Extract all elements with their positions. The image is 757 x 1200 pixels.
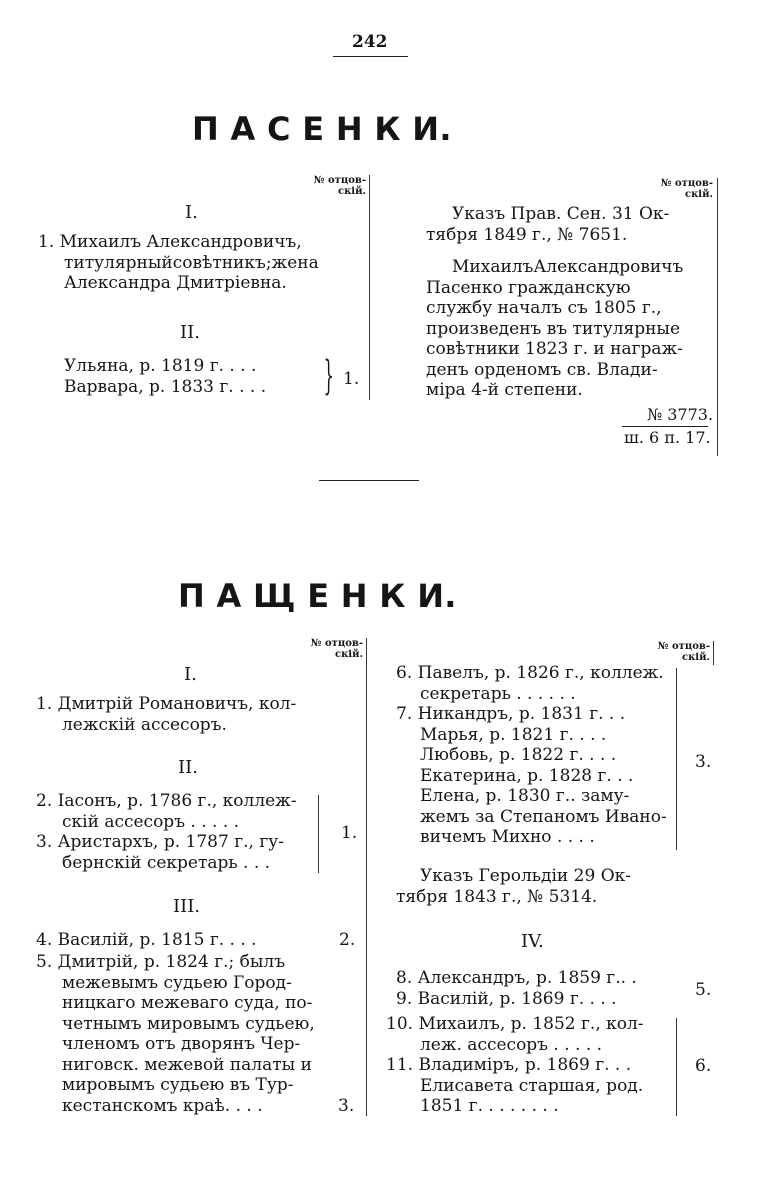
page-number: 242 (352, 32, 388, 52)
column-divider (713, 641, 714, 665)
father-ref: 6. (695, 1056, 712, 1076)
generation-heading: I. (184, 664, 197, 685)
entry-line: жемъ за Степаномъ Ивано- (420, 806, 667, 827)
entry-line: Елена, р. 1830 г.. заму- (420, 786, 630, 806)
entry-line: кестанскомъ краѣ. . . . (62, 1095, 263, 1116)
bracket-line: } (323, 353, 334, 399)
entry-line: секретарь . . . . . . (420, 683, 576, 704)
archive-rule (622, 426, 708, 427)
entry-line: лежскій ассесоръ. (62, 714, 227, 735)
entry-line: 11. Владиміръ, р. 1869 г. . . (386, 1055, 632, 1075)
col-header-line: скій. (684, 189, 713, 200)
entry-line: 3. Аристархъ, р. 1787 г., гу- (36, 832, 284, 852)
entry-line: скій ассесоръ . . . . . (62, 811, 240, 832)
entry-line: мировымъ судьею въ Тур- (62, 1075, 294, 1095)
entry-line: Екатерина, р. 1828 г. . . (420, 765, 634, 786)
generation-heading: III. (173, 896, 201, 917)
col-header-line: скій. (334, 649, 363, 660)
col-header-line: скій. (681, 652, 710, 663)
entry-dmitriy-r (36, 694, 296, 735)
entry-line: Варвара, р. 1833 г. . . . (64, 376, 267, 397)
entry-line: 2. Іасонъ, р. 1786 г., коллеж- (36, 791, 297, 811)
col-header-left-1 (308, 175, 366, 197)
entry-line: вичемъ Михно . . . . (420, 827, 595, 847)
section-title-pashchenki: П А Щ Е Н К И. (178, 577, 457, 615)
section-divider (319, 480, 419, 481)
entry-line: четнымъ мировымъ судьею, (62, 1013, 315, 1034)
col-header-line: № отцов- (310, 638, 363, 649)
entry-dmitriy (36, 952, 315, 1116)
entry-line: ницкаго межеваго суда, по- (62, 993, 313, 1013)
bio-line: Пасенко гражданскую (426, 277, 631, 298)
col-header-line: № отцов- (313, 175, 366, 186)
decree-text (396, 866, 631, 907)
entry-line: бернскій секретарь . . . (62, 852, 271, 873)
father-ref: 3. (338, 1096, 355, 1116)
entry-line: 5. Дмитрій, р. 1824 г.; былъ (36, 952, 286, 972)
col-header-left-2 (305, 638, 363, 660)
decree-line: Указъ Герольдіи 29 Ок- (420, 866, 632, 886)
bio-line: МихаилъАлександровичъ (452, 257, 684, 277)
entry-daughters (64, 356, 266, 397)
biography-text (426, 257, 683, 401)
bio-line: службу началъ съ 1805 г., (426, 298, 662, 318)
entry-vasiliy: 4. Василій, р. 1815 г. . . . (36, 930, 257, 950)
entry-line: 10. Михаилъ, р. 1852 г., кол- (386, 1014, 644, 1034)
decree-line: тября 1849 г., № 7651. (426, 224, 628, 245)
entry-line: ниговск. межевой палаты и (62, 1054, 312, 1075)
entry-line: 1851 г. . . . . . . . (420, 1096, 559, 1116)
entry-line: 7. Никандръ, р. 1831 г. . . (396, 704, 626, 724)
col-header-line: № отцов- (660, 178, 713, 189)
father-ref: 1. (343, 369, 360, 389)
entries-gen4-a (396, 968, 637, 1009)
header-rule (333, 56, 408, 57)
decree-text (426, 204, 669, 245)
col-header-right-2 (652, 641, 710, 663)
bio-line: произведенъ въ титулярные (426, 318, 681, 339)
father-ref: 1. (341, 823, 358, 843)
decree-line: Указъ Прав. Сен. 31 Ок- (452, 204, 670, 224)
entry-line: членомъ отъ дворянъ Чер- (62, 1034, 301, 1054)
generation-heading: II. (178, 757, 198, 778)
entry-line: титулярныйсовѣтникъ;жена (64, 252, 319, 273)
entry-line: 1. Дмитрій Романовичъ, кол- (36, 694, 297, 714)
entry-line: 6. Павелъ, р. 1826 г., коллеж. (396, 663, 664, 683)
archive-reference: ш. 6 п. 17. (624, 428, 711, 447)
column-divider (369, 175, 370, 400)
generation-heading: IV. (521, 931, 544, 952)
col-header-line: № отцов- (657, 641, 710, 652)
col-header-line: скій. (337, 186, 366, 197)
entry-line: Александра Дмитріевна. (64, 273, 287, 293)
column-divider (366, 638, 367, 1116)
entries-gen3-right (396, 663, 667, 848)
entry-line: леж. ассесоръ . . . . . (420, 1034, 603, 1055)
col-header-right-1 (655, 178, 713, 200)
father-ref: 5. (695, 980, 712, 1000)
decree-line: тября 1843 г., № 5314. (396, 886, 598, 907)
entry-line: межевымъ судьею Город- (62, 972, 292, 993)
archive-number: № 3773. (647, 405, 714, 424)
bracket-line (676, 668, 677, 850)
bracket-line (676, 1018, 677, 1116)
entries-gen2 (36, 791, 297, 873)
bio-line: міра 4-й степени. (426, 380, 583, 400)
entry-line: Ульяна, р. 1819 г. . . . (64, 356, 257, 376)
bio-line: совѣтники 1823 г. и награж- (426, 339, 683, 359)
father-ref: 2. (339, 930, 356, 950)
section-title-pasenki: П А С Е Н К И. (192, 110, 452, 148)
bio-line: денъ орденомъ св. Влади- (426, 359, 658, 380)
entry-line: Елисавета старшая, род. (420, 1075, 644, 1096)
generation-heading: I. (185, 202, 198, 223)
entry-line: Марья, р. 1821 г. . . . (420, 724, 607, 745)
entries-gen4-b (386, 1014, 644, 1117)
generation-heading: II. (180, 322, 200, 343)
entry-line: 8. Александръ, р. 1859 г.. . (396, 968, 637, 988)
father-ref: 3. (695, 752, 712, 772)
entry-line: Любовь, р. 1822 г. . . . (420, 745, 617, 765)
entry-line: 9. Василій, р. 1869 г. . . . (396, 988, 617, 1009)
entry-line: 1. Михаилъ Александровичъ, (38, 232, 302, 252)
column-divider (717, 178, 718, 456)
entry-mikhail (38, 232, 328, 294)
bracket-line (318, 795, 319, 873)
